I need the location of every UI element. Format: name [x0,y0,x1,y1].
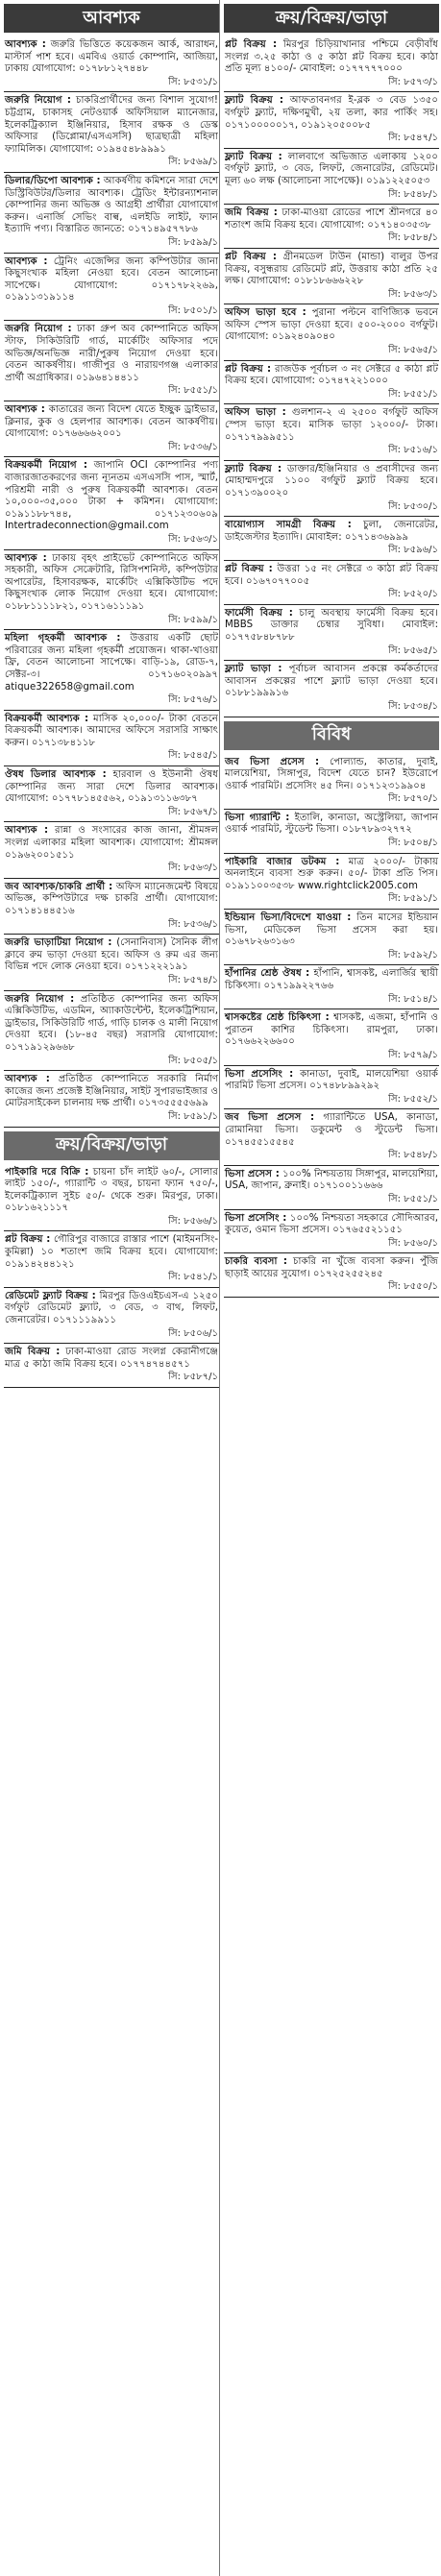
ad-body: গৌরিপুর বাজারে রাস্তার পাশে (মাইমনসিং-কুমিল্লা) ১০ শতাংশ জমি বিক্রয় হবে। যোগাযোগ: ০১৯১৪২৪৪১২১ [5,1234,218,1270]
ad-code: সি: ৮৫০৫/১ [168,1055,218,1066]
ad-body: আফতাবনগর ই-ব্লক ৩ বেড ১৩৫০ বর্গফুট ফ্ল্যাট, দক্ষিণমুখী, ২য় তলা, কার পার্কিং সহ। ০১৭১০০০০০১৭, ০১৯১২০৫০০৮৫ [225,95,438,131]
ad-code: সি: ৮৫০৬/১ [168,1327,218,1339]
ad-body: পোল্যান্ড, কাতার, দুবাই, মালয়েশিয়া, সিঙ্গাপুর, বিদেশ যেতে চান? ইউরোপে ওয়ার্ক পারমিট। প্রসেসিং ৪৫ দিন। ০১৭১২৩১৯৯০৪ [225,756,438,791]
ad-title: জরুরি নিয়োগ : [5,324,72,335]
ad-title: মহিলা গৃহকর্মী আবশ্যক : [5,633,121,644]
column-divider [219,0,220,2576]
classified-ad [4,457,219,549]
ad-body: ১০০% নিশ্চয়তা সহকারে সৌদিআরব, কুয়েত, ওমান ভিসা প্রসেস। ০১৭৬৫৫২১১৫১ [225,1212,438,1236]
ad-body: গুলশান-২ এ ২৫০০ বর্গফুট অফিস স্পেস ভাড়া হবে। মাসিক ভাড়া ১২০০০/- টাকা। ০১৭১৭৯৯৯৫১১ [225,407,438,443]
ad-code: সি: ৮৫৯৬/১ [388,545,438,556]
ad-body: মাত্র ২০০০/- টাকায় অনলাইনে ব্যবসা শুরু করুন। ৫০/- টাকা প্রতি পিস। ০১৯১১০০৩৫৩৮ www.rightclick2005.com [225,856,438,891]
classified-ad [4,1231,219,1287]
ad-title: হাঁপানির শ্রেষ্ঠ ঔষধ : [225,968,310,980]
ad-code: সি: ৮৫৬৫/১ [388,644,438,656]
ad-code: সি: ৮৫৪১/১ [168,1272,218,1283]
ad-body: চুলা, জেনারেটর, ডাইজেস্টার ইত্যাদি। মোবাইল: ০১৭১৪৩৬৯৯৯ [225,520,438,543]
ad-code: সি: ৮৫১৪/১ [388,993,438,1005]
ad-code: সি: ৮৫৬০/১ [388,1237,438,1249]
ad-body: মিরপুর চিড়িয়াখানার পশ্চিমে বেড়ীবাঁধ সংলগ্ন ৩.২৫ কাঠা ও ৫ কাঠা প্লট বিক্রয় হবে। কাঠা প্রতি মূল্য ৪১০০/- মোবাইল: ০১৭৭৭৭৭০০০ [225,39,439,75]
ad-body: ১০০% নিশ্চয়তায় সিঙ্গাপুর, মালয়েশিয়া, USA, জাপান, ব্রুনাই। ০১৭১০০১১৬৬৬ [225,1168,438,1192]
ad-code: সি: ৮৫৫১/১ [388,388,438,400]
classified-ad [224,854,439,910]
miscellaneous-ads-list [224,754,439,1299]
ad-body: ঢাকা-মাওয়া রোড সংলগ্ন কেরানীগঞ্জে মাত্র ৫ কাঠা জমি বিক্রয় হবে। ০১৭৭৪৭৪৪৫৭১ [5,1347,218,1370]
ad-title: আবশ্যক : [5,825,49,837]
ad-title: ফ্ল্যাট বিক্রয় : [225,463,282,474]
ad-code: সি: ৮৫২০/১ [388,589,438,600]
ad-code: সি: ৮৫৫০/১ [388,1281,438,1293]
ad-code: সি: ৮৫৬৩/১ [168,863,218,874]
classified-ad [224,661,439,717]
ad-body: গ্রীনমডেল টাউন (মান্ডা) বালুর উপর বিক্রয়, বসুন্ধরায় রেডিমেট প্লট, উত্তরায় কাঠা প্রতি ২৫ লক্ষ। যোগাযোগ: ০১৮১৮৬৬৬২২৮ [225,251,438,287]
ad-body: শ্বাসকষ্ট, এজমা, হাঁপানি ও পুরাতন কাশির চিকিৎসা। রামপুরা, ঢাকা। ০১৭৬৬২২৬৬০০ [225,1012,438,1048]
classified-ad [224,910,439,965]
ad-title: জরুরি ভাড়াটিয়া নিয়োগ : [5,937,112,949]
classified-ad [224,965,439,1009]
ad-code: সি: ৮৫৯১/১ [168,1110,218,1122]
classified-ad [4,1071,219,1127]
section-header-buy-sell-rent: ক্রয়/বিক্রয়/ভাড়া [224,4,439,33]
ad-title: আবশ্যক : [5,552,47,564]
ad-title: আবশ্যক : [5,39,46,50]
ad-code: সি: ৮৫৭৩/১ [388,76,438,87]
classified-ad [4,1164,219,1232]
section-header-wanted: আবশ্যক [4,4,219,33]
ad-code: সি: ৮৫৫২/১ [388,1093,438,1105]
ad-title: জমি বিক্রয় : [225,207,278,219]
classified-ad [4,630,219,711]
classified-ad [4,254,219,322]
ad-body: অফিস ম্যানেজমেন্ট বিষয়ে অভিজ্ঞ, কম্পিউটারে দক্ষ চাকরি প্রার্থী। যোগাযোগ: ০১৭১৪১৪৪৫১৬ [5,881,218,916]
classified-ad [224,249,439,304]
ad-title: পাইকারি বাজার ডটকম : [225,856,340,867]
ad-title: ডিলার/ডিপো আবশ্যক : [5,175,101,186]
ad-title: ঔষধ ডিলার আবশ্যক : [5,769,107,781]
ad-body: ঢাকায় বৃহৎ প্রাইভেট কোম্পানিতে অফিস সহকারী, অফিস সেক্রেটারি, রিসিপশনিস্ট, কম্পিউটার অপারেটর, হিসাবরক্ষক, মার্কেটিং এক্সিকিউটিভ পদে কিছুসংখ্যক লোক নিয়োগ দেওয়া হবে। যোগাযোগ: ০১৮৮১১১১৮২১, ০১৭১৬১১১৯১ [5,552,218,612]
ad-title: আবশ্যক : [5,404,45,416]
ad-code: সি: ৮৫৩৬/১ [168,918,218,930]
classified-ad [4,822,219,878]
section-header-miscellaneous: বিবিধ [224,721,439,750]
classified-ad [4,36,219,92]
classified-ad [224,517,439,561]
classified-ad [4,711,219,766]
classified-ad [224,754,439,810]
ad-body: চায়না চাঁদ লাইট ৬০/-, সোলার লাইট ১৫০/-, গ্যারান্টি ৩ বছর, চায়না ফ্যান ৭৫০/-, ইলেকট্রিক্যাল সুইচ ৫০/- থেকে শুরু। মিরপুর, ঢাকা। ০১৮১৬২১১১৭ [5,1166,218,1214]
classified-ad [224,1166,439,1210]
ad-code: সি: ৮৫৬৩/১ [388,288,438,300]
ad-body: ঢাকা-মাওয়া রোডের পাশে শ্রীনগরে ৪০ শতাংশ জমি বিক্রয় হবে। যোগাযোগ: ০১৭১৪০৩৫৩৮ [225,207,438,231]
classified-ad [224,1009,439,1065]
ad-title: প্লট বিক্রয় : [225,363,272,375]
ad-title: ফার্মেসী বিক্রয় : [225,607,293,619]
left-column [4,0,219,1388]
ad-code: সি: ৮৫৪৮/১ [388,188,438,200]
classified-ad [224,92,439,148]
ad-code: সি: ৮৫৭৬/১ [168,694,218,706]
ad-title: জব ভিসা প্রসেস : [225,1112,315,1124]
ad-body: জাপানি OCI কোম্পানির পণ্য বাজারজাতকরণের জন্য ন্যূনতম এসএসসি পাস, স্মার্ট, পরিশ্রমী নারী ও পুরুষ বিক্রয়কর্মী আবশ্যক। বেতন ১০,০০০-৩৫,০০০ টাকা + কমিশন। যোগাযোগ: ০১৯১১৮৮৭৪৪, ০১৭১২৩০৬০৯ Intertradeconnection@gmail.com [5,460,218,532]
buy-sell-ads-list [4,1164,219,1389]
ad-title: রেডিমেট ফ্ল্যাট বিক্রয় : [5,1290,96,1301]
classified-ad [4,401,219,457]
ad-title: প্লট বিক্রয় : [5,1234,51,1246]
ad-body: হারবাল ও ইউনানী ঔষধ কোম্পানির জন্য সারা দেশে ডিলার আবশ্যক। যোগাযোগ: ০১৭৭৮১৪৫৫৬২, ০১৯১৩১১৬৩৮৭ [5,769,218,805]
ad-title: জব আবশ্যক/চাকরি প্রার্থী : [5,881,113,892]
ad-title: বায়োগ্যাস সামগ্রী বিক্রয় : [225,520,352,531]
ad-code: সি: ৮৫০১/১ [168,304,218,316]
classified-ad [4,935,219,990]
classified-ad [224,361,439,405]
ad-code: সি: ৮৫৯২/১ [388,949,438,960]
ad-body: চালু অবস্থায় ফার্মেসী বিক্রয় হবে। MBBS ডাক্তার চেম্বার সুবিধা। মোবাইল: ০১৭৭৫৮৪৮৭৮৮ [225,607,438,643]
ad-body: তিন মাসের ইন্ডিয়ান ভিসা, মেডিকেল ভিসা প্রসেস করা হয়। ০১৬৭৮২৬৩১৬৩ [225,912,438,948]
ad-title: ভিসা প্রসেস : [225,1168,280,1179]
ad-code: সি: ৮৫৯৯/১ [168,236,218,248]
buy-sell-rent-ads-list [224,36,439,717]
ad-body: ইতালি, কানাডা, অস্ট্রেলিয়া, জাপান ওয়ার্ক পারমিট, স্টুডেন্ট ভিসা। ০১৮৭৮৯৩২৭৭২ [225,812,438,836]
ad-code: সি: ৮৫৬৩/১ [168,533,218,545]
ad-body: গ্যারান্টিতে USA, কানাডা, রোমানিয়া ভিসা। ডকুমেন্ট ও স্টুডেন্ট ভিসা। ০১৭৪৫৫১৫৫৪৫ [225,1112,438,1148]
ad-title: প্লট বিক্রয় : [225,39,278,50]
classified-ad [4,92,219,173]
ad-code: সি: ৮৫৪৫/১ [168,750,218,762]
ad-code: সি: ৮৫৩১/১ [168,76,218,87]
classified-ad [4,879,219,935]
classified-ad [224,304,439,360]
ad-code: সি: ৮৫৫১/১ [388,1193,438,1204]
ad-code: সি: ৮৫৬৬/১ [168,1215,218,1227]
ad-body: রাজউক পূর্বাচল ৩ নং সেক্টরে ৫ কাঠা প্লট বিক্রয় হবে। যোগাযোগ: ০১৭৪৭২২১০০০ [225,363,438,387]
ad-body: লালবাগে অভিজাত এলাকায় ১২০০ বর্গফুট ফ্ল্যাট, ৩ বেড, লিফট, জেনারেটর, রেডিমেট। মূল্য ৬০ লক্ষ (আলোচনা সাপেক্ষে)। ০১৯১২২৫০৫৩ [225,151,438,186]
ad-body: ডাক্তার/ইঞ্জিনিয়ার ও প্রবাসীদের জন্য মোহাম্মদপুরে ১১০০ বর্গফুট ফ্ল্যাট বিক্রয় হবে। ০১৭১৩৯০০২০ [225,463,438,498]
ad-title: আবশ্যক : [5,1074,50,1085]
classified-ad [224,810,439,854]
classified-ad [4,1288,219,1344]
ad-body: চাকরিপ্রার্থীদের জন্য বিশাল সুযোগ! চট্টগ্রাম, চাকাসহ নেটওয়ার্ক অফিসিয়াল ম্যানেজার, ইলেকট্রিক্যাল ইঞ্জিনিয়ার, হিসাব রক্ষক ও ডেস্ক অফিসার (ডিপ্লোমা/এসএসসি) ছাত্রছাত্রী মহিলা ফ্যামিলিক। যোগাযোগ: ০১৯৪৫৪৮৯৯৯১ [5,95,218,155]
ad-title: বিক্রয়কর্মী নিয়োগ : [5,460,87,472]
classified-ad [224,605,439,661]
ad-title: আবশ্যক : [5,255,48,267]
ad-title: পাইকারি দরে বিক্রি : [5,1166,89,1178]
classified-ad [224,461,439,517]
classified-ad [224,1109,439,1165]
ad-body: মিরপুর ডিওএইচএস-এ ১২৫০ বর্গফুট রেডিমেট ফ্ল্যাট, ৩ বেড, ৩ বাথ, লিফট, জেনারেটর। ০১৭১১১৯৯১১ [5,1290,218,1326]
ad-title: অফিস ভাড়া হবে : [225,307,306,319]
ad-title: ফ্ল্যাট বিক্রয় : [225,151,282,162]
classified-ad [4,1344,219,1388]
ad-title: শ্বাসকষ্টের শ্রেষ্ঠ চিকিৎসা : [225,1012,330,1024]
ad-code: সি: ৮৫৭৯/১ [388,1049,438,1060]
ad-title: ফ্ল্যাট বিক্রয় : [225,95,283,107]
ad-code: সি: ৮৫৬৯/১ [168,157,218,168]
ad-code: সি: ৮৫৩৪/১ [388,700,438,712]
ad-code: সি: ৮৫৬৭/১ [168,806,218,817]
ad-title: প্লট বিক্রয় : [225,251,277,262]
classified-ad [224,205,439,249]
classified-ad [224,1253,439,1298]
ad-title: চাকরি ব্যবসা : [225,1256,287,1268]
classified-ad [4,321,219,401]
ad-body: উত্তরা ১৫ নং সেক্টরে ৩ কাঠা প্লট বিক্রয় হবে। ০১৬৭০৭৭০০৫ [225,563,439,587]
right-column [224,0,439,1298]
ad-code: সি: ৮৫৯৯/১ [168,614,218,625]
ad-title: ভিসা গ্যারান্টি : [225,812,290,823]
classified-ad [224,1066,439,1110]
ad-code: সি: ৮৫১৬/১ [388,445,438,456]
ad-body: রান্না ও সংসারের কাজ জানা, শ্রীমঙ্গল সংলগ্ন এলাকার মহিলা আবশ্যক। যোগাযোগ: শ্রীমঙ্গল ০১৯৬২০০১৫১১ [5,825,218,861]
ad-body: উত্তরায় একটি ছোট পরিবারের জন্য মহিলা গৃহকর্মী প্রয়োজন। থাকা-খাওয়া ফ্রি, বেতন আলোচনা সাপেক্ষে। বাড়ি-১৯, রোড-৭, সেক্টর-৩। ০১৭১৬০২০৯৯৭ atique322658@gmail.com [5,633,218,693]
ad-body: হাঁপানি, শ্বাসকষ্ট, এলার্জির স্থায়ী চিকিৎসা। ০১৭১৯৯২২৭৬৬ [225,968,438,991]
ad-body: আকর্ষণীয় কমিশনে সারা দেশে ডিস্ট্রিবিউটর/ডিলার আবশ্যক। ট্রেডিং ইন্টারন্যাশনাল কোম্পানির জন্য অভিজ্ঞ ও আগ্রহী প্রার্থীরা যোগাযোগ করুন। এনার্জি সেভিং বাল্ব, এলইডি লাইট, ফ্যান ইত্যাদি পণ্য। বিস্তারিত জানতে: ০১৭১৪৯৫৭৭৮৬ [5,175,218,235]
ad-title: প্লট বিক্রয় : [225,563,273,574]
classified-ad [224,149,439,205]
classified-ad [4,550,219,631]
ad-code: সি: ৮৫০৪/১ [388,838,438,849]
ad-title: অফিস ভাড়া : [225,407,286,419]
ad-body: মাসিক ২০,০০০/- টাকা বেতনে বিক্রয়কর্মী আবশ্যক। আমাদের অফিসে সরাসরি সাক্ষাৎ করুন। ০১৭১৩৮৪১১৮ [5,713,218,748]
classified-ad [224,561,439,605]
ad-code: সি: ৮৫৩৬/১ [168,441,218,452]
classified-ad [4,173,219,254]
ad-body: পুরানা পল্টনে বাণিজ্যিক ভবনে অফিস স্পেস ভাড়া দেওয়া হবে। ৫০০-২০০০ বর্গফুট। যোগাযোগ: ০১৯২৪০৯০৪০ [225,307,438,343]
ad-body: ঢাকা গ্রুপ অব কোম্পানিতে অফিস স্টাফ, সিকিউরিটি গার্ড, মার্কেটিং অফিসার পদে অভিজ্ঞ/অনভিজ্ঞ নারী/পুরুষ নিয়োগ দেওয়া হবে। বেতন আকর্ষণীয়। গাজীপুর ও নারায়ণগঞ্জ এলাকার প্রার্থী অগ্রাধিকার। ০১৯৬৪১৪৪১১ [5,324,218,383]
ad-code: সি: ৮৫৬৫/১ [388,345,438,356]
classified-ad [4,766,219,822]
ad-code: সি: ৮৫৩০/১ [388,500,438,512]
classified-ad [224,404,439,460]
ad-title: ইন্ডিয়ান ভিসা/বিদেশে যাওয়া : [225,912,352,924]
ad-title: ভিসা প্রসেসিং : [225,1212,287,1224]
ad-code: সি: ৮৫৪৮/১ [388,1150,438,1161]
ad-title: জরুরি নিয়োগ : [5,993,75,1005]
ad-title: জরুরি নিয়োগ : [5,95,71,107]
classified-ad [224,36,439,92]
ad-body: জরুরি ভিত্তিতে কয়েকজন আর্ক, আরাধন, মাস্টার্স পাশ হবে। এমবিএ ওয়ার্ড কোম্পানি, আজিয়া, ঢাকায় যোগাযোগ: ০১৭৮৮১২৭৪৪৮ [5,39,218,75]
ad-code: সি: ৮৫৮৭/১ [168,1372,218,1383]
classified-ad [224,1210,439,1254]
ad-body: প্রতিষ্ঠিত কোম্পানিতে সরকারি নির্মাণ কাজের জন্য প্রজেক্ট ইঞ্জিনিয়ার, সাইট সুপারভাইজার ও মোটরসাইকেল চালনায় দক্ষ প্রার্থী। ০১৭৩৫৫৫৫৬৯৯ [5,1074,218,1109]
ad-body: ট্রেনিং এজেন্সির জন্য কম্পিউটার জানা কিছুসংখ্যক মহিলা নেওয়া হবে। বেতন আলোচনা সাপেক্ষে। যোগাযোগ: ০১৭১৭৮২২৬৯, ০১৯১১৩১৯১১৪ [5,255,218,304]
ad-code: সি: ৮৫৫১/১ [168,385,218,397]
ad-title: ভিসা প্রসেসিং : [225,1068,294,1080]
ad-code: সি: ৮৫৭৪/১ [168,974,218,985]
ad-body: পূর্বাচল আবাসন প্রকল্পে কর্মকর্তাদের আবাসন প্রকল্পের পাশে ফ্ল্যাট ভাড়া দেওয়া হবে। ০১৮৮১৯৯৯১৬ [225,664,438,699]
ad-title: ফ্ল্যাট ভাড়া : [225,664,282,675]
classified-ad [4,991,219,1072]
ad-body: (সেনানিবাস) সৈনিক লীগ ক্লাবে রুম ভাড়া দেওয়া হবে। অফিস ও রুম এর জন্য বিভিন্ন পদে লোক নেওয়া হবে। ০১৭১২২২১৯১ [5,937,218,973]
ad-title: জমি বিক্রয় : [5,1347,61,1358]
ad-body: চাকরি না খুঁজে ব্যবসা করুন। পুঁজি ছাড়াই আয়ের সুযোগ। ০১৭২৫২৫৫২৪৫ [225,1256,438,1279]
ad-code: সি: ৮৫৯১/১ [388,893,438,905]
ad-title: জব ভিসা প্রসেস : [225,756,320,767]
ad-body: কাতারের জন্য বিদেশ যেতে ইচ্ছুক ড্রাইভার, ক্লিনার, কুক ও হেলপার আবশ্যক। বেতন আকর্ষণীয়। যোগাযোগ: ০১৭৬৬৬৬২০০১ [5,404,218,440]
ad-body: প্রতিষ্ঠিত কোম্পানির জন্য অফিস এক্সিকিউটিভ, এডমিন, অ্যাকাউন্টেন্ট, ইলেকট্রিশিয়ান, ড্রাইভার, সিকিউরিটি গার্ড, গাড়ি চালক ও মালী নিয়োগ দেওয়া হবে। (১৮-৪৫ বছর) সরাসরি যোগাযোগ: ০১৭১৯১২৯৬৬৮ [5,993,218,1053]
ad-code: সি: ৮৫৪৭/১ [388,133,438,144]
ad-title: বিক্রয়কর্মী আবশ্যক : [5,713,89,724]
ad-code: সি: ৮৫৭০/১ [388,793,438,805]
wanted-ads-list [4,36,219,1128]
ad-code: সি: ৮৫৮৪/১ [388,232,438,244]
ad-body: কানাডা, দুবাই, মালয়েশিয়া ওয়ার্ক পারমিট ভিসা প্রসেস। ০১৭৪৮৮৯৯২৯২ [225,1068,438,1092]
section-header-buy-sell: ক্রয়/বিক্রয়/ভাড়া [4,1131,219,1160]
